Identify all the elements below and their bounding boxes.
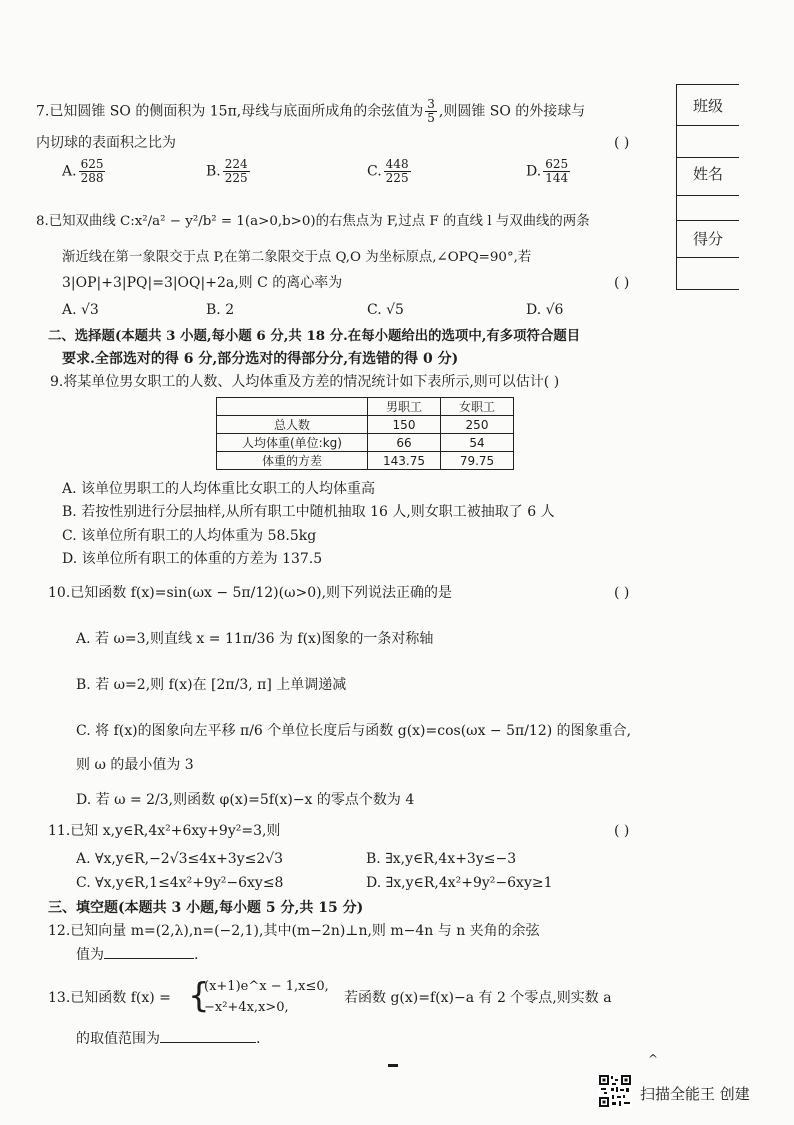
divider: [677, 157, 739, 158]
name-label: 姓名: [692, 165, 723, 183]
q7-option-c: [367, 158, 413, 185]
table-row: [217, 452, 514, 470]
q9-option-b: B. 若按性别进行分层抽样,从所有职工中随机抽取 16 人,则女职工被抽取了 6 人: [62, 504, 555, 520]
q8-answer-paren: ( ): [614, 275, 630, 291]
option-label: A.: [62, 163, 77, 180]
table-cell: 男职工: [368, 398, 441, 416]
q10-option-b: B. 若 ω=2,则 f(x)在 [2π/3, π] 上单调递减: [76, 677, 347, 693]
table-header-row: [217, 398, 514, 416]
table-cell: 女职工: [441, 398, 514, 416]
q9-stem: 9.将某单位男女职工的人数、人均体重及方差的情况统计如下表所示,则可以估计( ): [50, 374, 560, 390]
q9-option-d: D. 该单位所有职工的体重的方差为 137.5: [62, 551, 323, 567]
q9-option-a: A. 该单位男职工的人均体重比女职工的人均体重高: [62, 481, 376, 497]
q11-option-b: B. ∃x,y∈R,4x+3y≤−3: [366, 851, 517, 867]
q13-line2: [76, 1030, 260, 1048]
table-cell: 人均体重(单位:kg): [217, 434, 368, 452]
q11-option-c: C. ∀x,y∈R,1≤4x²+9y²−6xy≤8: [76, 875, 284, 891]
q13-brace: {: [188, 976, 210, 1016]
frac-num: 625: [545, 157, 569, 171]
section2-line2: 要求.全部选对的得 6 分,部分选对的得部分分,有选错的得 0 分): [62, 351, 459, 367]
table-cell: 150: [368, 416, 441, 434]
scanner-brand-label: 扫描全能王 创建: [640, 1085, 750, 1103]
q11-stem: 11.已知 x,y∈R,4x²+6xy+9y²=3,则: [48, 823, 281, 839]
q11-answer-paren: ( ): [614, 823, 630, 839]
student-info-box: [676, 84, 739, 290]
table-cell: 总人数: [217, 416, 368, 434]
q10-option-c-line2: 则 ω 的最小值为 3: [76, 757, 194, 773]
frac-num: 625: [80, 157, 104, 171]
table-cell: 79.75: [441, 452, 514, 470]
q9-option-c: C. 该单位所有职工的人均体重为 58.5kg: [62, 528, 317, 544]
q13-pre: 13.已知函数 f(x) =: [48, 990, 171, 1006]
table-cell: 143.75: [368, 452, 441, 470]
divider: [677, 220, 739, 221]
q12-line2-end: .: [194, 947, 199, 963]
q11-option-d: D. ∃x,y∈R,4x²+9y²−6xy≥1: [366, 875, 553, 891]
divider: [677, 125, 739, 126]
q8-line1: 8.已知双曲线 C:x²/a² − y²/b² = 1(a>0,b>0)的右焦点为 F,过点 F 的直线 l 与双曲线的两条: [36, 214, 590, 229]
q7-line1: [36, 98, 585, 125]
frac-den: 288: [80, 171, 104, 185]
option-fraction: [223, 158, 250, 185]
q7-frac-num: 3: [427, 97, 435, 111]
q8-option-d: D. √6: [526, 302, 564, 318]
table-row: [217, 434, 514, 452]
answer-blank: [104, 946, 194, 959]
score-label: 得分: [692, 230, 723, 248]
table-cell: 250: [441, 416, 514, 434]
q7-option-d: [526, 158, 572, 185]
frac-num: 448: [385, 157, 409, 171]
divider: [677, 195, 739, 196]
q8-option-a: A. √3: [62, 302, 99, 318]
table-cell: 体重的方差: [217, 452, 368, 470]
q7-answer-paren: ( ): [614, 135, 630, 151]
q13-case2: −x²+4x,x>0,: [204, 1000, 289, 1015]
q8-line2: 渐近线在第一象限交于点 P,在第二象限交于点 Q,O 为坐标原点,∠OPQ=90°,若: [62, 250, 532, 265]
q10-option-a: A. 若 ω=3,则直线 x = 11π/36 为 f(x)图象的一条对称轴: [76, 631, 434, 647]
q8-line3: 3|OP|+3|PQ|=3|OQ|+2a,则 C 的离心率为: [62, 275, 343, 291]
table-row: [217, 416, 514, 434]
q8-option-b: B. 2: [206, 302, 235, 318]
section2-line1: 二、选择题(本题共 3 小题,每小题 6 分,共 18 分.在每小题给出的选项中,有多项符合题目: [48, 328, 581, 344]
caret-mark: ^: [648, 1052, 659, 1066]
q10-option-d: D. 若 ω = 2/3,则函数 φ(x)=5f(x)−x 的零点个数为 4: [76, 792, 415, 808]
option-label: D.: [526, 163, 542, 180]
class-label: 班级: [692, 97, 723, 115]
q7-line2: 内切球的表面积之比为: [36, 135, 176, 151]
q13-post: 若函数 g(x)=f(x)−a 有 2 个零点,则实数 a: [344, 990, 612, 1006]
q12-line1: 12.已知向量 m=(2,λ),n=(−2,1),其中(m−2n)⊥n,则 m−4n 与 n 夹角的余弦: [48, 923, 540, 939]
table-cell: 54: [441, 434, 514, 452]
qr-code-icon: [598, 1074, 632, 1108]
q7-frac-den: 5: [427, 111, 435, 125]
q12-line2: [76, 946, 198, 964]
option-fraction: [79, 158, 106, 185]
table-cell: 66: [368, 434, 441, 452]
q7-fraction: [425, 98, 437, 125]
q12-line2-text: 值为: [76, 947, 104, 963]
q13-case1: (x+1)e^x − 1,x≤0,: [204, 979, 329, 994]
answer-blank: [160, 1030, 256, 1043]
frac-den: 225: [385, 171, 409, 185]
q7-option-b: [206, 158, 252, 185]
frac-den: 144: [545, 171, 569, 185]
table-cell: [217, 398, 368, 416]
q7-option-a: [62, 158, 107, 185]
frac-num: 224: [224, 157, 248, 171]
q13-line2-end: .: [256, 1031, 261, 1047]
q7-text-pre: 7.已知圆锥 SO 的侧面积为 15π,母线与底面所成角的余弦值为: [36, 103, 424, 120]
q8-option-c: C. √5: [367, 302, 404, 318]
q7-text-post: ,则圆锥 SO 的外接球与: [438, 103, 586, 120]
page-footer-mark: [388, 1064, 398, 1067]
option-label: C.: [367, 163, 382, 180]
frac-den: 225: [224, 171, 248, 185]
q10-stem: 10.已知函数 f(x)=sin(ωx − 5π/12)(ω>0),则下列说法正确的是: [48, 585, 453, 601]
q11-option-a: A. ∀x,y∈R,−2√3≤4x+3y≤2√3: [76, 851, 284, 867]
q10-answer-paren: ( ): [614, 585, 630, 601]
section3-title: 三、填空题(本题共 3 小题,每小题 5 分,共 15 分): [48, 900, 364, 916]
q9-stats-table: [216, 397, 514, 470]
option-fraction: [384, 158, 411, 185]
option-fraction: [543, 158, 570, 185]
option-label: B.: [206, 163, 221, 180]
divider: [677, 257, 739, 258]
q13-line2-text: 的取值范围为: [76, 1031, 160, 1047]
q10-option-c-line1: C. 将 f(x)的图象向左平移 π/6 个单位长度后与函数 g(x)=cos(ωx − 5π/12) 的图象重合,: [76, 723, 632, 739]
